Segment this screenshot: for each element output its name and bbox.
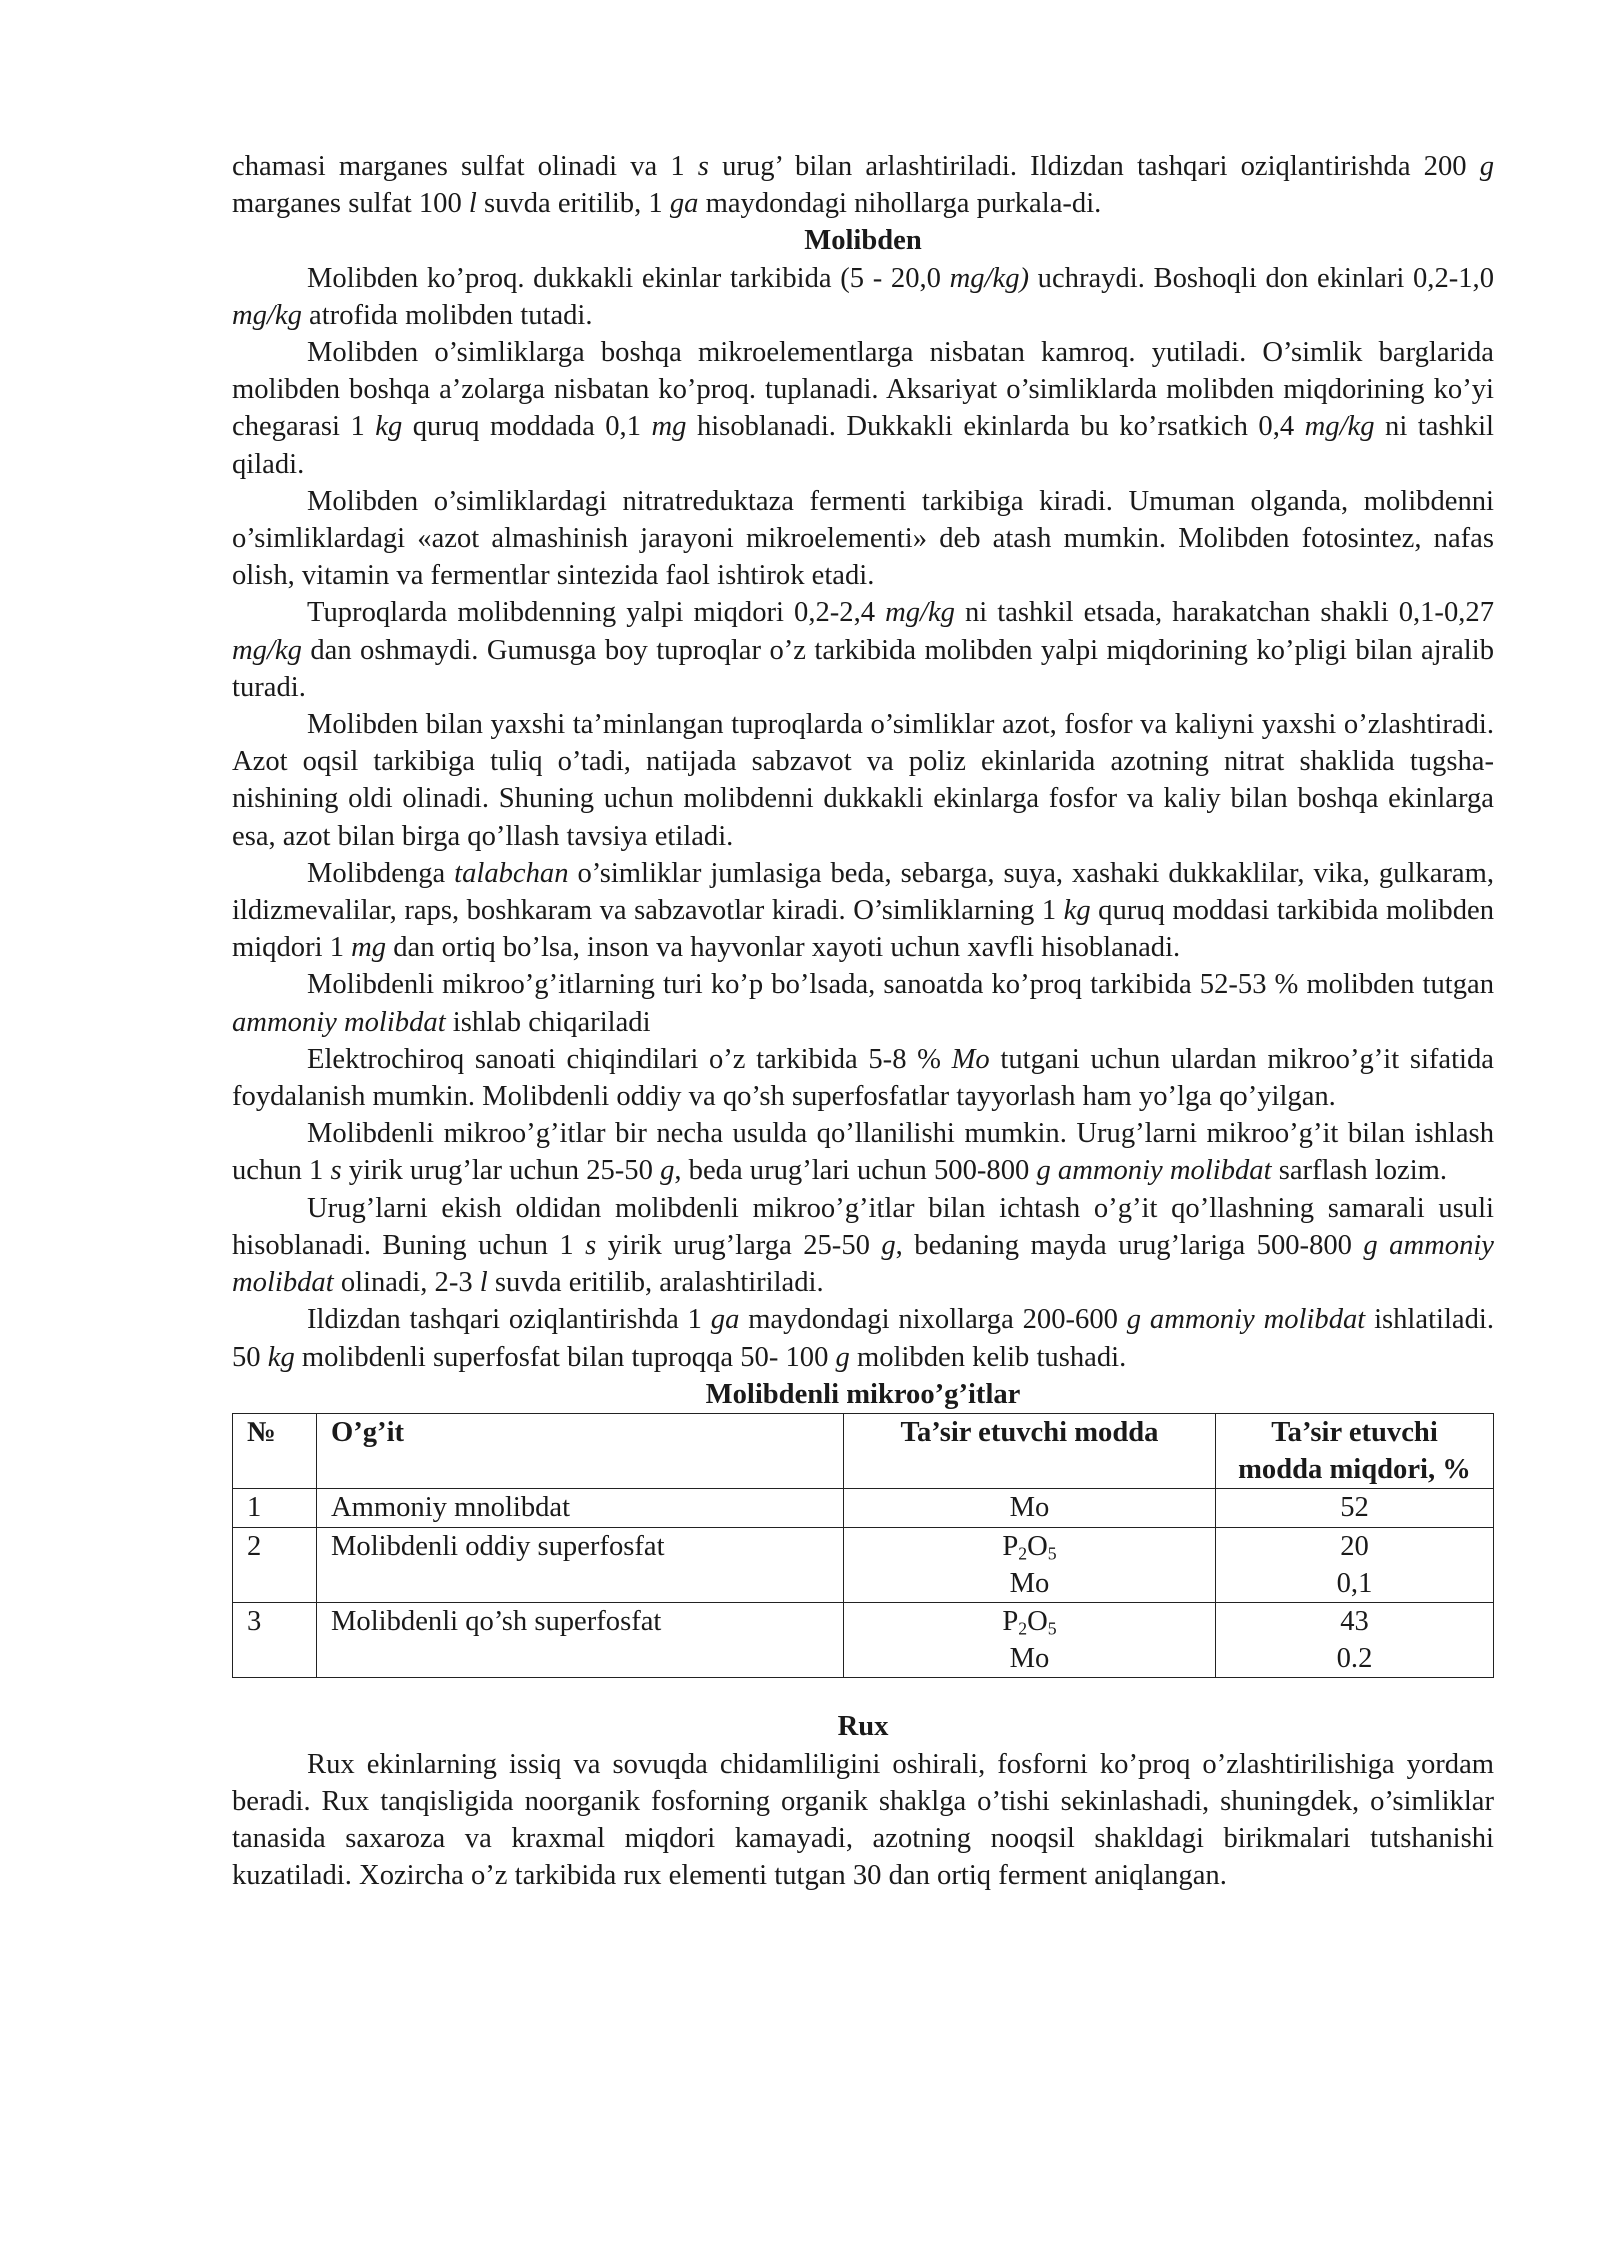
paragraph: Molibden ko’proq. dukkakli ekinlar tarkibida (5 - 20,0 mg/kg) uchraydi. Boshoqli don ekinlari 0,2-1,0 mg/kg atrofida molibden tutadi. (232, 262, 1494, 331)
document-page (232, 148, 1494, 1894)
amount-line: 20 (1340, 1530, 1369, 1562)
amount-line: 52 (1340, 1492, 1369, 1524)
cell-number: 1 (233, 1489, 317, 1527)
paragraph: Rux ekinlarning issiq va sovuqda chidamliligini oshirali, fosforni ko’proq o’zlashtirilishiga yordam beradi. Rux tanqisligida noorganik fosforning organik shaklga o’tishi sekinlashadi, shuningdek, o’simliklar tanasida saxaroza va kraxmal miqdori kamayadi, azotning nooqsil shakldagi birikmalari tutshanishi kuzatiladi. Xozircha o’z tarkibida rux elementi tutgan 30 dan ortiq ferment aniqlangan. (232, 1748, 1494, 1892)
section-heading-rux: Rux (837, 1711, 889, 1743)
header-number: № (233, 1413, 317, 1488)
cell-amount (1216, 1602, 1494, 1677)
paragraph: Molibdenli mikroo’g’itlarning turi ko’p bo’lsada, sanoatda ko’proq tarkibida 52-53 % molibden tutgan ammoniy molibdat ishlab chiqariladi (232, 969, 1494, 1038)
substance-line: $P_2O_5$ (1002, 1530, 1057, 1563)
substance-line: $P_2O_5$ (1002, 1605, 1057, 1639)
section-heading-molibden: Molibden (804, 225, 922, 257)
paragraph: Elektrochiroq sanoati chiqindilari o’z tarkibida 5-8 % Mo tutgani uchun ulardan mikroo’g’it sifatida foydalanish mumkin. Molibdenli oddiy va qo’sh superfosfatlar tayyorlash ham yo’lga qo’yilgan. (232, 1043, 1494, 1113)
table-row (233, 1527, 1494, 1602)
amount-line: 0.2 (1336, 1643, 1373, 1675)
substance-line: Mo (1009, 1643, 1050, 1675)
paragraph: Molibden bilan yaxshi ta’minlangan tuproqlarda o’simliklar azot, fosfor va kaliyni yaxshi o’zlashtiradi. Azot oqsil tarkibiga tuliq o’tadi, natijada sabzavot va poliz ekinlarida azotning nitrat shaklida tugsha-nishining oldi olinadi. Shuning uchun molibdenni dukkakli ekinlarga fosfor va kaliy bilan boshqa ekinlarga esa, azot bilan birga qo’llash tavsiya etiladi. (232, 709, 1494, 852)
substance-line: Mo (1009, 1567, 1050, 1599)
cell-substance (844, 1602, 1216, 1677)
paragraph: Molibden o’simliklardagi nitratreduktaza fermenti tarkibiga kiradi. Umuman olganda, molibdenni o’simliklardagi «azot almashinish jarayoni mikroelementi» deb atash mumkin. Molibden fotosintez, nafas olish, vitamin va fermentlar sintezida faol ishtirok etadi. (232, 485, 1494, 592)
spacer (232, 1678, 1494, 1708)
fertilizer-table (232, 1413, 1494, 1678)
amount-line: 0,1 (1336, 1567, 1373, 1599)
table-row (233, 1489, 1494, 1527)
cell-number: 2 (233, 1527, 317, 1602)
paragraph: Ildizdan tashqari oziqlantirishda 1 ga maydondagi nixollarga 200-600 g ammoniy molibdat ishlatiladi. 50 kg molibdenli superfosfat bilan tuproqqa 50- 100 g molibden kelib tushadi. (232, 1304, 1494, 1373)
cell-fertilizer: Molibdenli oddiy superfosfat (317, 1527, 844, 1602)
header-active-amount: Ta’sir etuvchi modda miqdori, % (1216, 1413, 1494, 1488)
paragraph: Molibdenli mikroo’g’itlar bir necha usulda qo’llanilishi mumkin. Urug’larni mikroo’g’it bilan ishlash uchun 1 s yirik urug’lar uchun 25-50 g, beda urug’lari uchun 500-800 g ammoniy molibdat sarflash lozim. (232, 1118, 1494, 1187)
amount-line: 43 (1340, 1605, 1369, 1637)
paragraph: Tuproqlarda molibdenning yalpi miqdori 0,2-2,4 mg/kg ni tashkil etsada, harakatchan shakli 0,1-0,27 mg/kg dan oshmaydi. Gumusga boy tuproqlar o’z tarkibida molibden yalpi miqdorining ko’pligi bilan ajralib turadi. (232, 597, 1494, 703)
cell-substance (844, 1527, 1216, 1602)
paragraph: chamasi marganes sulfat olinadi va 1 s urug’ bilan arlashtiriladi. Ildizdan tashqari oziqlantirishda 200 g marganes sulfat 100 l suvda eritilib, 1 ga maydondagi nihollarga purkala-di. (232, 151, 1495, 220)
cell-fertilizer: Ammoniy mnolibdat (317, 1489, 844, 1527)
cell-fertilizer: Molibdenli qo’sh superfosfat (317, 1602, 844, 1677)
substance-line: Mo (1009, 1492, 1050, 1524)
table-header-row (233, 1413, 1494, 1488)
cell-amount (1216, 1489, 1494, 1527)
header-active-substance: Ta’sir etuvchi modda (844, 1413, 1216, 1488)
table-title: Molibdenli mikroo’g’itlar (705, 1378, 1021, 1410)
cell-substance (844, 1489, 1216, 1527)
paragraph: Urug’larni ekish oldidan molibdenli mikroo’g’itlar bilan ichtash o’g’it qo’llashning samarali usuli hisoblanadi. Buning uchun 1 s yirik urug’larga 25-50 g, bedaning mayda urug’lariga 500-800 g ammoniy molibdat olinadi, 2-3 l suvda eritilib, aralashtiriladi. (232, 1192, 1494, 1299)
cell-amount (1216, 1527, 1494, 1602)
header-fertilizer: O’g’it (317, 1413, 844, 1488)
paragraph: Molibden o’simliklarga boshqa mikroelementlarga nisbatan kamroq. yutiladi. O’simlik barglarida molibden boshqa a’zolarga nisbatan ko’proq. tuplanadi. Aksariyat o’simliklarda molibden miqdorining ko’yi chegarasi 1 kg quruq moddada 0,1 mg hisoblanadi. Dukkakli ekinlarda bu ko’rsatkich 0,4 mg/kg ni tashkil qiladi. (232, 337, 1495, 480)
table-row (233, 1602, 1494, 1677)
cell-number: 3 (233, 1602, 317, 1677)
paragraph: Molibdenga talabchan o’simliklar jumlasiga beda, sebarga, suya, xashaki dukkaklilar, vika, gulkaram, ildizmevalilar, raps, boshkaram va sabzavotlar kiradi. O’simliklarning 1 kg quruq moddasi tarkibida molibden miqdori 1 mg dan ortiq bo’lsa, inson va hayvonlar xayoti uchun xavfli hisoblanadi. (232, 857, 1494, 964)
